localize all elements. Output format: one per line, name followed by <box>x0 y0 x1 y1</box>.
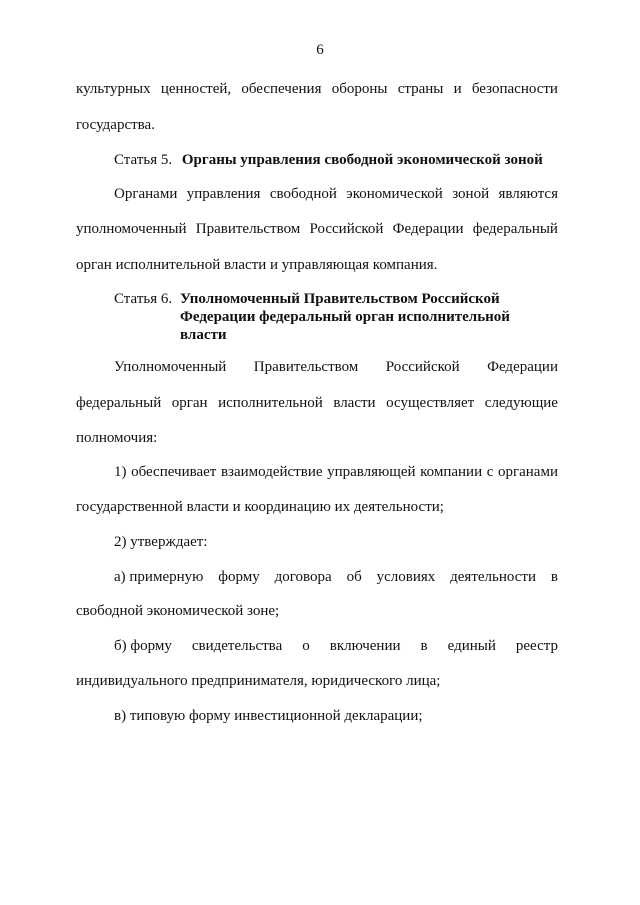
word: свободной <box>269 186 337 202</box>
word: безопасности <box>471 81 558 97</box>
article-6-title <box>180 290 540 344</box>
article-6-title-line-2: Федерации федеральный орган исполнительной <box>180 309 510 325</box>
article-5-title: Органы управления свободной экономической зоной <box>181 152 543 168</box>
article-6-label: Статья 6. <box>114 291 173 307</box>
word: осуществляет <box>386 395 475 411</box>
word: и <box>453 81 462 97</box>
word: управления <box>186 186 261 202</box>
word: б) форму <box>114 638 172 654</box>
word: Правительством <box>195 221 301 237</box>
word: уполномоченный <box>76 221 187 237</box>
word: зоной <box>452 186 490 202</box>
article-6-title-line-3: власти <box>180 327 227 343</box>
text-line-9 <box>114 463 558 481</box>
text-line-13: свободной экономической зоне; <box>76 603 280 619</box>
word: с <box>486 464 494 480</box>
word: Органами <box>114 186 178 202</box>
article-5-label: Статья 5. <box>114 152 173 168</box>
word: страны <box>397 81 444 97</box>
text-line-5: орган исполнительной власти и управляющая компания. <box>76 257 438 273</box>
word: форму <box>218 569 260 585</box>
word: а) примерную <box>114 569 204 585</box>
page-number: 6 <box>316 42 324 58</box>
word: договора <box>274 569 332 585</box>
word: Уполномоченный <box>114 359 227 375</box>
word: Правительством <box>253 359 359 375</box>
word: орган <box>171 395 208 411</box>
word: Федерации <box>392 221 464 237</box>
text-line-10: государственной власти и координацию их деятельности; <box>76 499 444 515</box>
text-line-15: индивидуального предпринимателя, юридического лица; <box>76 673 441 689</box>
text-line-11: 2) утверждает: <box>114 534 208 550</box>
article-6-title-line-1: Уполномоченный Правительством Российской <box>180 291 500 307</box>
text-line-7 <box>76 394 558 412</box>
word: обеспечивает <box>131 464 217 480</box>
word: обеспечения <box>241 81 322 97</box>
word: 1) <box>114 464 127 480</box>
word: власти <box>333 395 376 411</box>
word: единый <box>447 638 496 654</box>
word: в <box>420 638 428 654</box>
word: управляющей <box>327 464 416 480</box>
word: Российской <box>309 221 384 237</box>
text-line-1 <box>76 80 558 98</box>
word: в <box>550 569 558 585</box>
text-line-12 <box>114 568 558 586</box>
word: деятельности <box>450 569 537 585</box>
word: Российской <box>385 359 460 375</box>
word: обороны <box>331 81 388 97</box>
word: о <box>302 638 310 654</box>
word: исполнительной <box>218 395 323 411</box>
word: федеральный <box>472 221 558 237</box>
word: являются <box>498 186 558 202</box>
article-5-heading <box>114 151 543 169</box>
text-line-8: полномочия: <box>76 430 158 446</box>
text-line-14 <box>114 637 558 655</box>
word: ценностей, <box>160 81 232 97</box>
word: экономической <box>346 186 443 202</box>
text-line-6 <box>114 358 558 376</box>
word: об <box>346 569 362 585</box>
word: следующие <box>484 395 558 411</box>
text-line-16: в) типовую форму инвестиционной декларации; <box>114 708 423 724</box>
word: компании <box>420 464 483 480</box>
text-line-3 <box>114 185 558 203</box>
word: органами <box>497 464 558 480</box>
word: культурных <box>76 81 151 97</box>
word: взаимодействие <box>220 464 323 480</box>
word: реестр <box>515 638 558 654</box>
text-line-4 <box>76 220 558 238</box>
word: условиях <box>376 569 436 585</box>
word: включении <box>329 638 401 654</box>
word: федеральный <box>76 395 162 411</box>
word: свидетельства <box>191 638 283 654</box>
word: Федерации <box>487 359 558 375</box>
text-line-2: государства. <box>76 117 155 133</box>
